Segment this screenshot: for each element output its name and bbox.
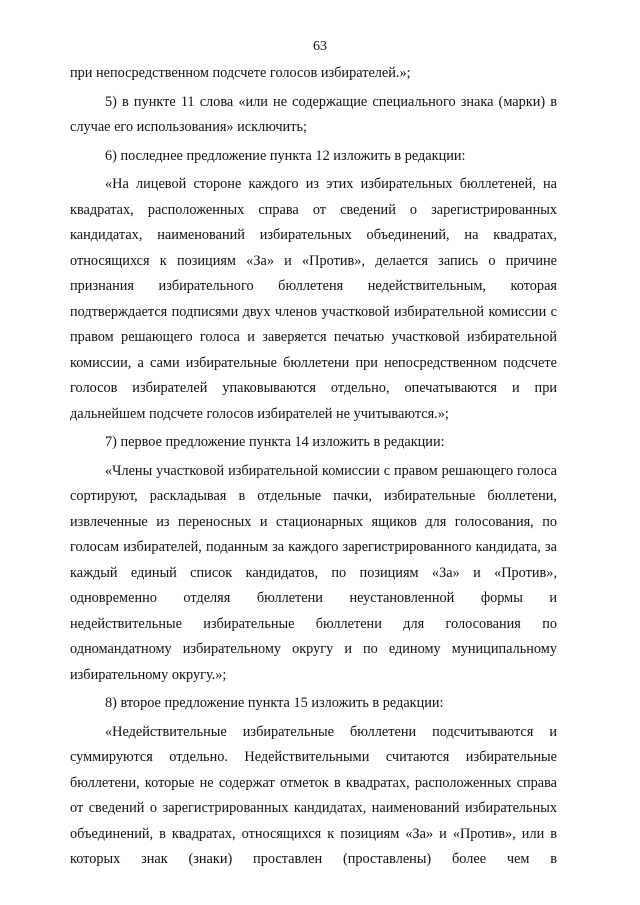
text-line: с правом решающего голоса и заверяется печатью участковой избирательной — [70, 303, 557, 345]
paragraph-item-8 — [70, 691, 557, 717]
text-line: дальнейшем подсчете голосов избирателей не учитываются.»; — [70, 405, 449, 422]
text-line: муниципальному избирательному округу.»; — [70, 641, 557, 683]
text-line: при непосредственном подсчете голосов избирателей.»; — [70, 65, 411, 81]
text-line: избирательных объединений, в квадратах, относящихся к позициям «За» и — [70, 800, 557, 842]
text-line: относящихся к позициям «За» и «Против», делается запись о причине — [70, 252, 557, 269]
text-line: суммируются отдельно. Недействительными считаются избирательные — [70, 749, 557, 765]
paragraph-quote-item-8 — [70, 720, 557, 873]
text-line: кандидатах, наименований избирательных объединений, на квадратах, — [70, 227, 557, 243]
paragraph-continuation — [70, 61, 557, 87]
paragraph-item-6 — [70, 144, 557, 170]
text-line: «Члены участковой избирательной комиссии с правом решающего — [105, 462, 514, 479]
text-line: признания избирательного бюллетеня недействительным, которая — [70, 278, 557, 294]
text-line: голоса сортируют, раскладывая в отдельные пачки, избирательные — [70, 462, 557, 504]
text-line: неустановленной формы и недействительные избирательные бюллетени для — [70, 590, 557, 632]
text-line: голосования по одномандатному избирательному округу и по единому — [70, 615, 558, 657]
text-line: случае его использования» исключить; — [70, 119, 307, 135]
text-line: 5) в пункте 11 слова «или не содержащие специального знака (марки) в — [105, 93, 557, 110]
text-line: 8) второе предложение пункта 15 изложить в редакции: — [105, 695, 444, 711]
document-body — [70, 61, 557, 873]
text-line: бюллетени, извлеченные из переносных и стационарных ящиков для — [70, 488, 557, 530]
text-line: зарегистрированного кандидата, за каждый единый список кандидатов, по — [70, 539, 558, 581]
paragraph-item-5 — [70, 90, 557, 141]
text-line: голосования, по голосам избирателей, поданным за каждого — [70, 513, 557, 555]
text-line: позициям «За» и «Против», одновременно отделяя бюллетени — [70, 564, 558, 606]
paragraph-quote-item-6 — [70, 172, 557, 427]
paragraph-item-7 — [70, 430, 557, 456]
text-line: голосов избирателей упаковываются отдельно, опечатываются и при — [70, 380, 557, 396]
text-line: «На лицевой стороне каждого из этих избирательных бюллетеней, на — [105, 176, 557, 192]
paragraph-quote-item-7 — [70, 459, 557, 689]
text-line: квадратах, расположенных справа от сведений о зарегистрированных — [70, 201, 557, 218]
text-line: 7) первое предложение пункта 14 изложить в редакции: — [105, 434, 445, 450]
text-line: «Недействительные избирательные бюллетени подсчитываются и — [105, 723, 557, 740]
text-line: комиссии, а сами избирательные бюллетени при непосредственном подсчете — [70, 354, 557, 371]
text-line: «Против», или в которых знак (знаки) проставлен (проставлены) более чем в — [70, 825, 558, 867]
text-line: 6) последнее предложение пункта 12 изложить в редакции: — [105, 147, 466, 164]
text-line: справа от сведений о зарегистрированных кандидатах, наименований — [70, 774, 557, 816]
text-line: подтверждается подписями двух членов участковой избирательной комиссии — [70, 303, 547, 320]
text-line: бюллетени, которые не содержат отметок в квадратах, расположенных — [70, 774, 512, 791]
page-number: 63 — [313, 39, 327, 54]
